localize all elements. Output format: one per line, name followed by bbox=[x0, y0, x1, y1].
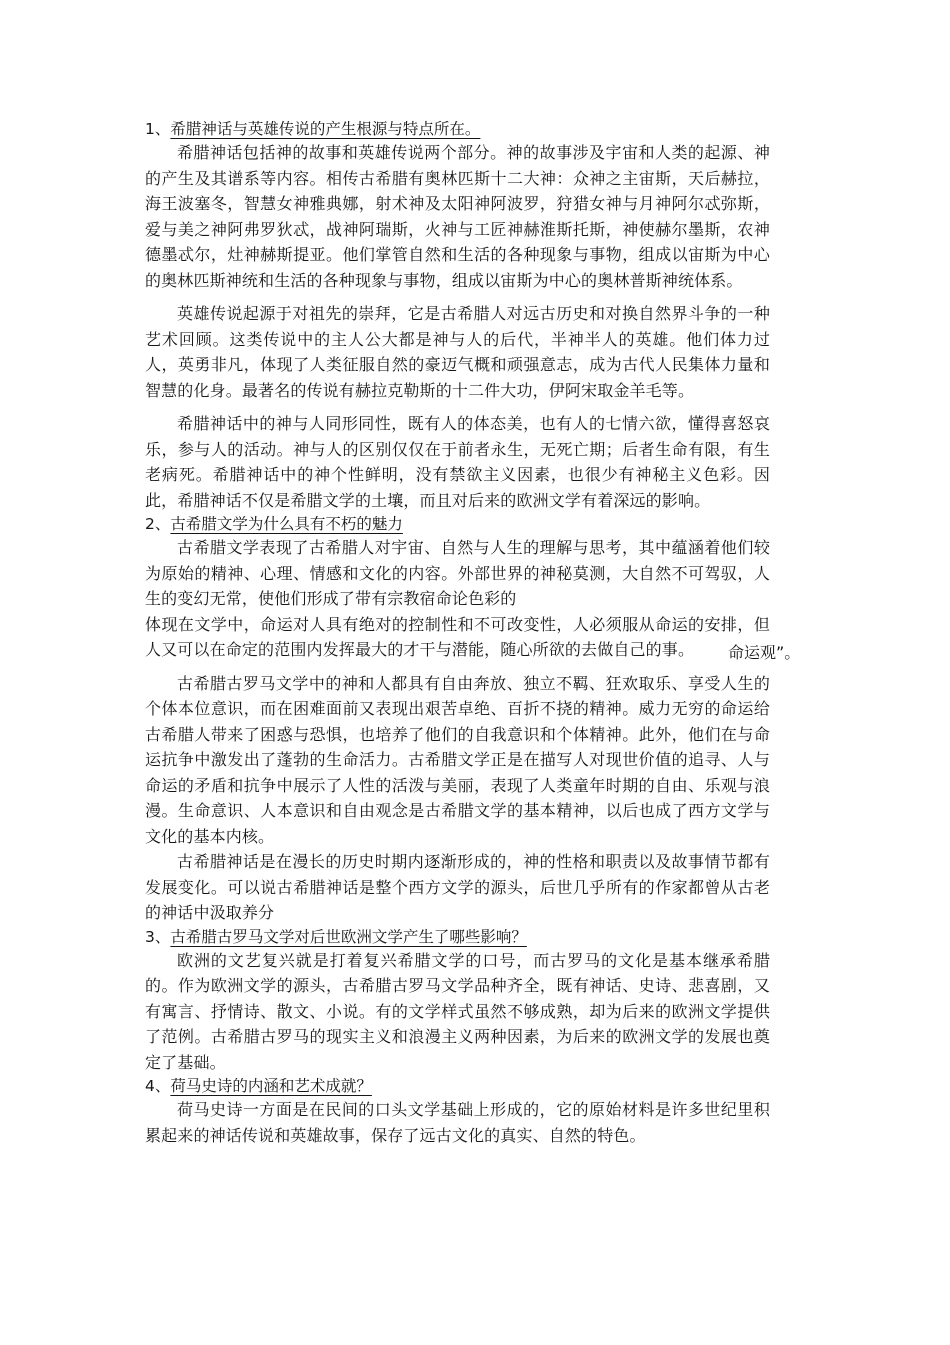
section-3-number: 3、 bbox=[145, 927, 171, 946]
section-2-paragraph-2: 古希腊古罗马文学中的神和人都具有自由奔放、独立不羁、狂欢取乐、享受人生的个体本位意识，而在困难面前又表现出艰苦卓绝、百折不挠的精神。威力无穷的命运给古希腊人带来了困惑与恐惧，也培养了他们的自我意识和个体精神。此外，他们在与命运抗争中激发出了蓬勃的生命活力。古希腊文学正是在描写人对现世价值的追寻、人与命运的矛盾和抗争中展示了人性的活泼与美丽，表现了人类童年时期的自由、乐观与浪漫。生命意识、人本意识和自由观念是古希腊文学的基本精神，以后也成了西方文学与文化的基本内核。 bbox=[145, 673, 770, 846]
section-2-heading bbox=[145, 513, 770, 535]
section-2-paragraph-1: 古希腊文学表现了古希腊人对宇宙、自然与人生的理解与思考，其中蕴涵着他们较为原始的精神、心理、情感和文化的内容。外部世界的神秘莫测，大自然不可驾驭，人生的变幻无常，使他们形成了带有宗教宿命论色彩的 bbox=[145, 538, 770, 608]
section-2-title: 古希腊文学为什么具有不朽的魅力 bbox=[170, 515, 403, 533]
section-1-number: 1、 bbox=[145, 120, 171, 138]
section-4-number: 4、 bbox=[145, 1077, 171, 1095]
section-1-paragraph-3: 希腊神话中的神与人同形同性，既有人的体态美，也有人的七情六欲，懂得喜怒哀乐，参与人的活动。神与人的区别仅仅在于前者永生，无死亡期；后者生命有限，有生老病死。希腊神话中的神个性鲜明，没有禁欲主义因素，也很少有神秘主义色彩。因此，希腊神话不仅是希腊文学的土壤，而且对后来的欧洲文学有着深远的影响。 bbox=[145, 414, 770, 510]
section-1-heading bbox=[145, 118, 770, 140]
section-2-paragraph-1-continued: 体现在文学中，命运对人具有绝对的控制性和不可改变性，人必须服从命运的安排，但人又可以在命定的范围内发挥最大的才干与潜能，随心所欲的去做自己的事。 bbox=[145, 614, 770, 659]
section-1-title: 希腊神话与英雄传说的产生根源与特点所在。 bbox=[170, 120, 481, 138]
section-4-title: 荷马史诗的内涵和艺术成就？ bbox=[170, 1077, 372, 1095]
section-4-heading bbox=[145, 1075, 770, 1097]
section-2-number: 2、 bbox=[145, 515, 171, 533]
section-1-paragraph-2: 英雄传说起源于对祖先的崇拜，它是古希腊人对远古历史和对换自然界斗争的一种艺术回顾。这类传说中的主人公大都是神与人的后代，半神半人的英雄。他们体力过人，英勇非凡，体现了人类征服自然的豪迈气概和顽强意志，成为古代人民集体力量和智慧的化身。最著名的传说有赫拉克勒斯的十二件大功，伊阿宋取金羊毛等。 bbox=[145, 304, 770, 400]
section-2-paragraph-3: 古希腊神话是在漫长的历史时期内逐渐形成的，神的性格和职责以及故事情节都有发展变化。可以说古希腊神话是整个西方文学的源头，后世几乎所有的作家都曾从古老的神话中汲取养分 bbox=[145, 852, 770, 922]
section-3-heading bbox=[145, 926, 770, 948]
section-4-paragraph-1: 荷马史诗一方面是在民间的口头文学基础上形成的，它的原始材料是许多世纪里积累起来的神话传说和英雄故事，保存了远古文化的真实、自然的特色。 bbox=[145, 1100, 770, 1145]
section-3-title: 古希腊古罗马文学对后世欧洲文学产生了哪些影响？ bbox=[170, 927, 527, 946]
fate-quote-fragment: 命运观”。 bbox=[728, 643, 801, 662]
section-1-paragraph-1: 希腊神话包括神的故事和英雄传说两个部分。神的故事涉及宇宙和人类的起源、神的产生及其谱系等内容。相传古希腊有奥林匹斯十二大神：众神之主宙斯，天后赫拉，海王波塞冬，智慧女神雅典娜，射术神及太阳神阿波罗，狩猎女神与月神阿尔忒弥斯，爱与美之神阿弗罗狄忒，战神阿瑞斯，火神与工匠神赫淮斯托斯，神使赫尔墨斯，农神德墨忒尔，灶神赫斯提亚。他们掌管自然和生活的各种现象与事物，组成以宙斯为中心的奥林匹斯神统和生活的各种现象与事物，组成以宙斯为中心的奥林普斯神统体系。 bbox=[145, 143, 770, 290]
document-body bbox=[145, 118, 770, 1148]
section-3-paragraph-1: 欧洲的文艺复兴就是打着复兴希腊文学的口号，而古罗马的文化是基本继承希腊的。作为欧洲文学的源头，古希腊古罗马文学品种齐全，既有神话、史诗、悲喜剧，又有寓言、抒情诗、散文、小说。有的文学样式虽然不够成熟，却为后来的欧洲文学提供了范例。古希腊古罗马的现实主义和浪漫主义两种因素，为后来的欧洲文学的发展也奠定了基础。 bbox=[145, 950, 770, 1072]
